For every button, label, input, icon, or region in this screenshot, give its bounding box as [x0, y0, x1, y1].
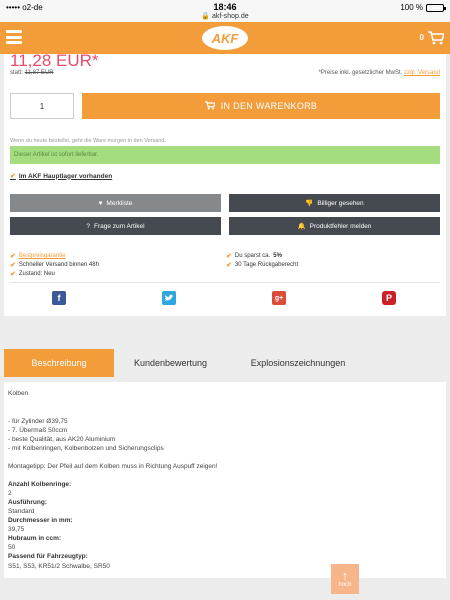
twitter-icon[interactable]	[162, 291, 176, 305]
spec-label: Anzahl Kolbenringe:	[8, 481, 72, 488]
clock: 18:46	[213, 2, 237, 12]
spec-label: Hubraum in ccm:	[8, 535, 62, 542]
add-to-cart-label: IN DEN WARENKORB	[220, 101, 318, 111]
scroll-top-button[interactable]	[331, 564, 359, 594]
old-price-line	[10, 70, 54, 76]
question-label: Frage zum Artikel	[94, 222, 145, 230]
hamburger-icon[interactable]	[6, 30, 22, 44]
feature-return	[226, 261, 298, 269]
wishlist-button[interactable]	[10, 194, 221, 212]
cart-icon	[205, 101, 215, 112]
question-icon: ?	[86, 222, 91, 230]
site-header	[0, 22, 450, 54]
feature-condition	[10, 270, 55, 278]
tab-exploded-views[interactable]: Explosionszeichnungen	[250, 358, 346, 368]
warehouse-label: Im AKF Hauptlager vorhanden	[18, 172, 113, 180]
battery-icon	[426, 4, 444, 12]
url-bar[interactable]: 🔒 akf-shop.de	[201, 13, 249, 20]
scroll-top-label: hoch	[338, 582, 352, 588]
question-button[interactable]	[10, 217, 221, 235]
cheaper-seen-button[interactable]	[229, 194, 440, 212]
feature-shipping	[10, 261, 99, 269]
check-icon: ✔	[10, 271, 16, 278]
spec-label: Ausführung:	[8, 499, 47, 506]
battery-label: 100 %	[400, 3, 423, 12]
google-plus-icon[interactable]: g+	[272, 291, 286, 305]
return-label: 30 Tage Rückgaberecht	[234, 262, 299, 268]
product-price: 11,28 EUR*	[10, 54, 99, 68]
facebook-icon[interactable]: f	[52, 291, 66, 305]
arrow-up-icon: ↑	[341, 568, 349, 583]
wishlist-label: Merkliste	[106, 199, 133, 207]
akf-logo[interactable]: AKF	[202, 26, 248, 50]
divider	[10, 282, 440, 283]
check-icon: ✔	[10, 173, 16, 180]
carrier-label: ••••• o2-de	[6, 3, 43, 12]
tab-reviews[interactable]: Kundenbewertung	[133, 358, 208, 368]
report-error-button[interactable]	[229, 217, 440, 235]
feature-savings	[226, 252, 282, 260]
savings-value: 5%	[273, 253, 282, 259]
description-bullet: - 7. Übermaß 50ccm	[8, 427, 68, 434]
cheaper-seen-label: Billiger gesehen	[317, 199, 364, 207]
description-title: Kolben	[8, 390, 29, 397]
spec-value: 2	[8, 490, 12, 497]
check-icon: ✔	[10, 262, 16, 269]
battery-indicator	[400, 3, 444, 12]
url-text: akf-shop.de	[212, 13, 249, 20]
feature-best-price	[10, 252, 66, 260]
quantity-input[interactable]: 1	[10, 93, 74, 119]
spec-label: Durchmesser in mm:	[8, 517, 73, 524]
check-icon: ✔	[226, 253, 232, 260]
old-price-label: statt:	[10, 70, 24, 76]
product-tabs	[4, 349, 446, 377]
best-price-link[interactable]: Bestpreisgarantie	[18, 253, 66, 259]
savings-prefix: Du sparst ca.	[234, 253, 271, 259]
spec-value: S51, S53, KR51/2 Schwalbe, SR50	[8, 563, 110, 570]
vat-note	[319, 70, 440, 76]
description-panel	[4, 382, 446, 578]
shipping-link[interactable]: zzgl. Versand	[403, 70, 440, 76]
shipping-note: Wenn du heute bestellst, geht die Ware morgen in den Versand.	[10, 138, 166, 144]
bell-icon: 🔔	[297, 223, 306, 230]
tab-description[interactable]: Beschreibung	[4, 349, 114, 377]
warehouse-link[interactable]	[10, 172, 112, 180]
description-bullet: - beste Qualität, aus AK20 Aluminium	[8, 436, 116, 443]
check-icon: ✔	[10, 253, 16, 260]
check-icon: ✔	[226, 262, 232, 269]
add-to-cart-button[interactable]	[82, 93, 440, 119]
spec-value: 50	[8, 544, 16, 551]
stock-status: Dieser Artikel ist sofort lieferbar.	[10, 146, 440, 164]
thumbs-down-icon: 👎	[305, 200, 314, 207]
vat-text: *Preise inkl. gesetzlicher MwSt.	[318, 70, 403, 76]
condition-label: Zustand: Neu	[18, 271, 55, 277]
cart-count[interactable]: 0	[419, 33, 424, 42]
shipping-feature-label: Schneller Versand binnen 48h	[18, 262, 99, 268]
heart-icon: ♥	[98, 199, 103, 207]
report-error-label: Produktfehler melden	[309, 222, 372, 230]
description-bullet: - mit Kolbenringen, Kolbenbolzen und Sicherungsclips	[8, 445, 164, 452]
spec-value: 39,75	[8, 526, 25, 533]
mounting-tip: Montagetipp: Der Pfeil auf dem Kolben muss in Richtung Auspuff zeigen!	[8, 463, 218, 470]
spec-value: Standard	[8, 508, 35, 515]
status-bar	[0, 0, 450, 22]
old-price: 11,87 EUR	[24, 70, 54, 76]
spec-label: Passend für Fahrzeugtyp:	[8, 553, 88, 560]
cart-icon[interactable]	[428, 31, 444, 50]
product-card	[4, 54, 446, 316]
description-bullet: - für Zylinder Ø39,75	[8, 418, 68, 425]
pinterest-icon[interactable]: P	[382, 291, 396, 305]
